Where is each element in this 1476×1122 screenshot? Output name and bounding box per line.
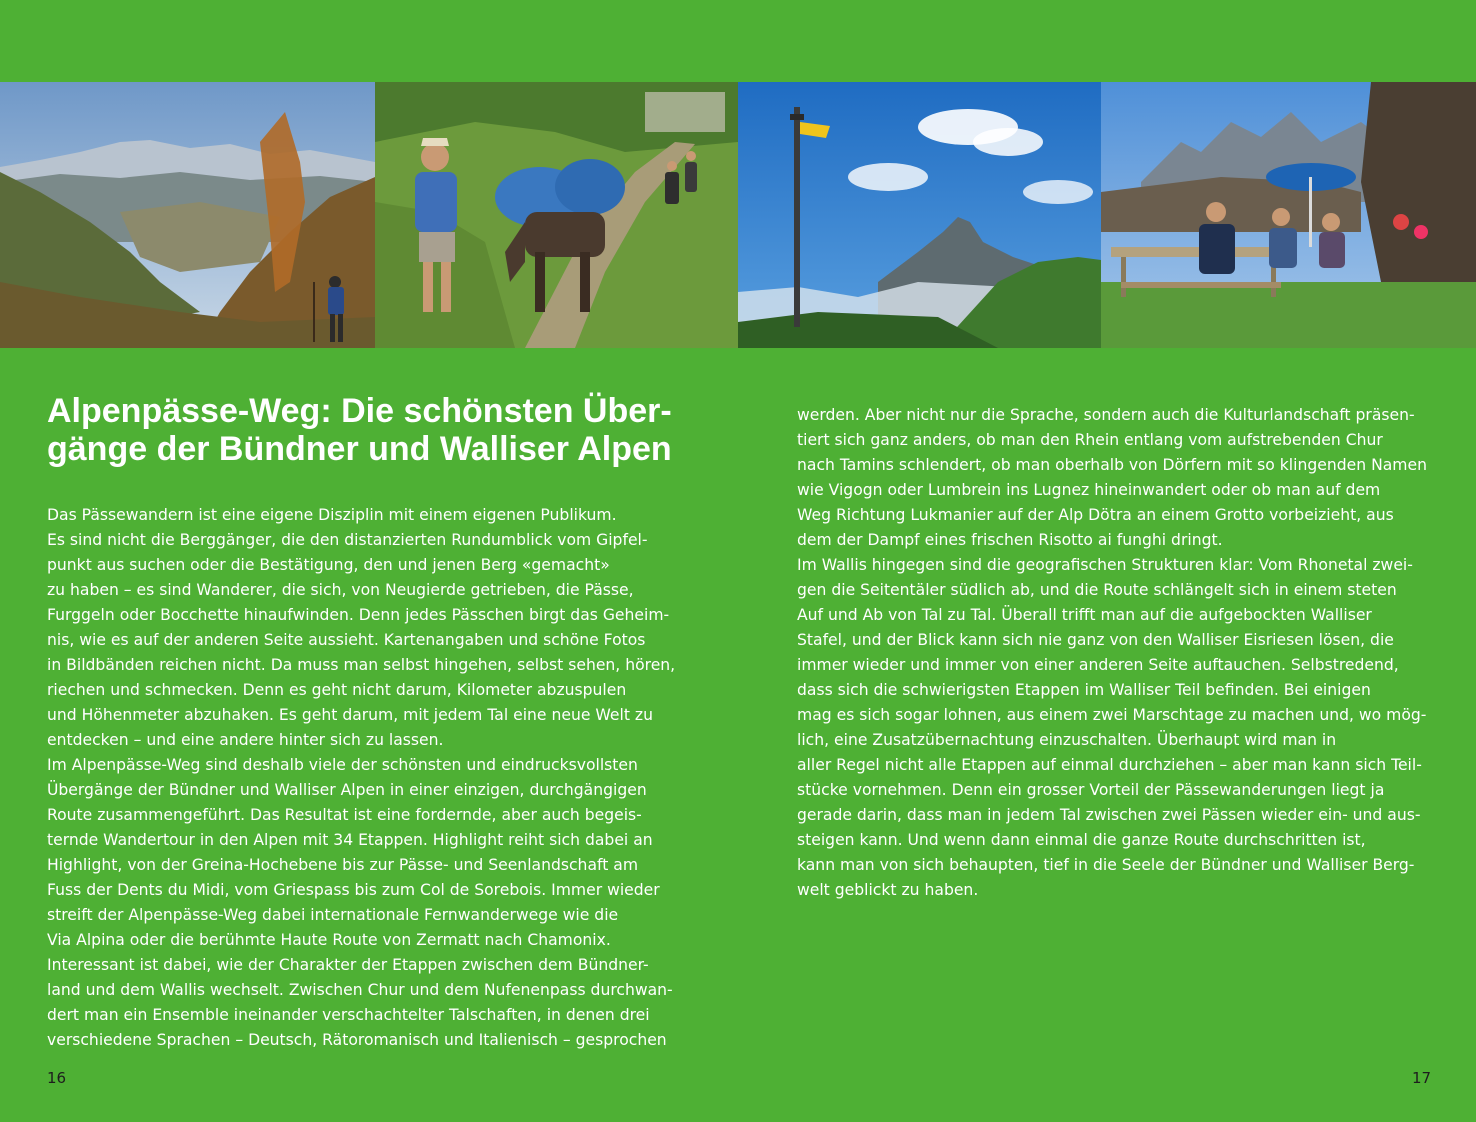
photo-strip	[0, 82, 1476, 348]
heading-line-1: Alpenpässe-Weg: Die schönsten Über-	[47, 392, 672, 430]
text-line: Fuss der Dents du Midi, vom Griespass bis zum Col de Sorebois. Immer wieder	[47, 881, 660, 899]
heading-line-2: gänge der Bündner und Walliser Alpen	[47, 430, 672, 468]
text-line: punkt aus suchen oder die Bestätigung, den und jenen Berg «gemacht»	[47, 556, 610, 574]
text-line: nach Tamins schlendert, ob man oberhalb von Dörfern mit so klingenden Namen	[797, 456, 1427, 474]
text-line: dem der Dampf eines frischen Risotto ai funghi dringt.	[797, 531, 1223, 549]
article-heading	[47, 392, 727, 468]
text-line: steigen kann. Und wenn dann einmal die ganze Route durchschritten ist,	[797, 831, 1366, 849]
page-number-left: 16	[47, 1069, 67, 1087]
text-line: und Höhenmeter abzuhaken. Es geht darum, mit jedem Tal eine neue Welt zu	[47, 706, 653, 724]
text-line: Übergänge der Bündner und Walliser Alpen in einer einzigen, durchgängigen	[47, 781, 647, 799]
text-line: streift der Alpenpässe-Weg dabei internationale Fernwanderwege wie die	[47, 906, 619, 924]
text-line: in Bildbänden reichen nicht. Da muss man selbst hingehen, selbst sehen, hören,	[47, 656, 676, 674]
text-line: dert man ein Ensemble ineinander verschachtelter Talschaften, in denen drei	[47, 1006, 650, 1024]
text-line: Furggeln oder Bocchette hinaufwinden. Denn jedes Pässchen birgt das Geheim-	[47, 606, 670, 624]
right-text-column	[797, 403, 1447, 903]
text-line: tiert sich ganz anders, ob man den Rhein entlang vom aufstrebenden Chur	[797, 431, 1383, 449]
text-line: dass sich die schwierigsten Etappen im Walliser Teil befinden. Bei einigen	[797, 681, 1371, 699]
text-line: Via Alpina oder die berühmte Haute Route von Zermatt nach Chamonix.	[47, 931, 611, 949]
text-line: zu haben – es sind Wanderer, die sich, von Neugierde getrieben, die Pässe,	[47, 581, 634, 599]
text-line: Auf und Ab von Tal zu Tal. Überall trifft man auf die aufgebockten Walliser	[797, 606, 1372, 624]
text-line: kann man von sich behaupten, tief in die Seele der Bündner und Walliser Berg-	[797, 856, 1415, 874]
text-line: werden. Aber nicht nur die Sprache, sondern auch die Kulturlandschaft präsen-	[797, 406, 1415, 424]
text-line: Im Wallis hingegen sind die geografischen Strukturen klar: Vom Rhonetal zwei-	[797, 556, 1413, 574]
text-line: entdecken – und eine andere hinter sich zu lassen.	[47, 731, 444, 749]
text-line: gen die Seitentäler südlich ab, und die Route schlängelt sich in einem steten	[797, 581, 1397, 599]
text-line: aller Regel nicht alle Etappen auf einmal durchziehen – aber man kann sich Teil-	[797, 756, 1422, 774]
trail-signpost-photo	[738, 82, 1101, 348]
text-line: land und dem Wallis wechselt. Zwischen Chur und dem Nufenenpass durchwan-	[47, 981, 673, 999]
text-line: riechen und schmecken. Denn es geht nicht darum, Kilometer abzuspulen	[47, 681, 627, 699]
text-line: Im Alpenpässe-Weg sind deshalb viele der schönsten und eindrucksvollsten	[47, 756, 638, 774]
text-line: nis, wie es auf der anderen Seite aussieht. Kartenangaben und schöne Fotos	[47, 631, 646, 649]
page-number-right: 17	[1412, 1069, 1432, 1087]
alpine-hut-terrace-photo	[1101, 82, 1476, 348]
text-line: wie Vigogn oder Lumbrein ins Lugnez hineinwandert oder ob man auf dem	[797, 481, 1381, 499]
text-line: stücke vornehmen. Denn ein grosser Vorteil der Pässewanderungen liegt ja	[797, 781, 1385, 799]
valley-landscape-photo	[0, 82, 375, 348]
text-line: immer wieder und immer von einer anderen Seite auftauchen. Selbstredend,	[797, 656, 1399, 674]
text-line: Es sind nicht die Berggänger, die den distanzierten Rundumblick vom Gipfel-	[47, 531, 648, 549]
text-line: welt geblickt zu haben.	[797, 881, 979, 899]
text-line: Das Pässewandern ist eine eigene Disziplin mit einem eigenen Publikum.	[47, 506, 617, 524]
hikers-with-mule-photo	[375, 82, 738, 348]
text-line: Route zusammengeführt. Das Resultat ist eine fordernde, aber auch begeis-	[47, 806, 642, 824]
left-text-column	[47, 503, 687, 1053]
text-line: mag es sich sogar lohnen, aus einem zwei Marschtage zu machen und, wo mög-	[797, 706, 1427, 724]
text-line: Stafel, und der Blick kann sich nie ganz von den Walliser Eisriesen lösen, die	[797, 631, 1394, 649]
text-line: Weg Richtung Lukmanier auf der Alp Dötra an einem Grotto vorbeizieht, aus	[797, 506, 1394, 524]
text-line: ternde Wandertour in den Alpen mit 34 Etappen. Highlight reiht sich dabei an	[47, 831, 653, 849]
text-line: verschiedene Sprachen – Deutsch, Rätoromanisch und Italienisch – gesprochen	[47, 1031, 667, 1049]
text-line: Highlight, von der Greina-Hochebene bis zur Pässe- und Seenlandschaft am	[47, 856, 639, 874]
text-line: gerade darin, dass man in jedem Tal zwischen zwei Pässen wieder ein- und aus-	[797, 806, 1421, 824]
text-line: Interessant ist dabei, wie der Charakter der Etappen zwischen dem Bündner-	[47, 956, 649, 974]
text-line: lich, eine Zusatzübernachtung einzuschalten. Überhaupt wird man in	[797, 731, 1337, 749]
